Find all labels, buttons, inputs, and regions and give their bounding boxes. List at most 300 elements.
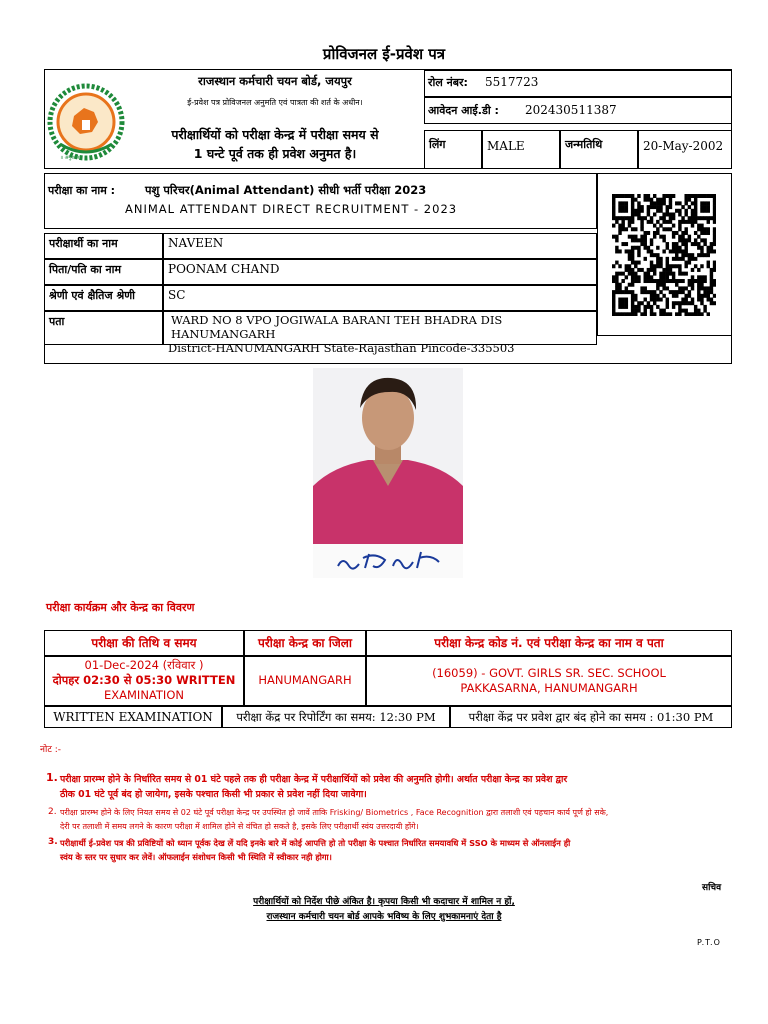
- qr-module: [681, 290, 684, 294]
- qr-module: [634, 235, 637, 239]
- qr-module: [666, 298, 669, 302]
- qr-module: [659, 279, 662, 283]
- qr-module: [644, 272, 647, 276]
- qr-module: [650, 275, 653, 279]
- gate-close-time: परीक्षा केंद्र पर प्रवेश द्वार बंद होने का समय : 01:30 PM: [468, 710, 714, 724]
- qr-module: [675, 242, 678, 246]
- qr-module: [650, 220, 653, 224]
- qr-module: [666, 264, 669, 268]
- qr-module: [631, 305, 634, 309]
- qr-module: [666, 279, 669, 283]
- qr-module: [618, 231, 621, 235]
- qr-module: [666, 301, 669, 305]
- qr-module: [666, 194, 669, 198]
- qr-module: [640, 227, 643, 231]
- qr-module: [631, 312, 634, 316]
- qr-module: [621, 242, 624, 246]
- qr-module: [691, 283, 694, 287]
- qr-module: [697, 312, 700, 316]
- qr-module: [625, 290, 628, 294]
- qr-module: [659, 198, 662, 202]
- qr-module: [644, 238, 647, 242]
- qr-module: [650, 249, 653, 253]
- qr-module: [662, 283, 665, 287]
- qr-module: [653, 312, 656, 316]
- address-label: पता: [49, 315, 65, 328]
- qr-module: [678, 305, 681, 309]
- qr-module: [700, 264, 703, 268]
- qr-module: [691, 268, 694, 272]
- qr-module: [662, 220, 665, 224]
- category-label: श्रेणी एवं क्षैतिज श्रेणी: [49, 289, 136, 302]
- qr-module: [669, 279, 672, 283]
- qr-module: [713, 216, 716, 220]
- qr-module: [621, 279, 624, 283]
- father-name-value-cell: [163, 259, 597, 285]
- qr-module: [713, 268, 716, 272]
- qr-module: [653, 301, 656, 305]
- qr-module: [666, 275, 669, 279]
- qr-module: [678, 268, 681, 272]
- note-2-line-2: देरी पर तलाशी में समय लगने के कारण परीक्षा में शामिल होने से वंचित हो सकते है, इसके लिए परीक्षार्थी स्वंय उत्तरदायी होंगे।: [60, 822, 419, 831]
- qr-module: [618, 286, 621, 290]
- qr-module: [628, 224, 631, 228]
- qr-module: [691, 194, 694, 198]
- qr-module: [678, 227, 681, 231]
- qr-module: [647, 209, 650, 213]
- qr-module: [625, 286, 628, 290]
- qr-module: [656, 201, 659, 205]
- qr-module: [684, 246, 687, 250]
- qr-module: [694, 279, 697, 283]
- qr-module: [656, 220, 659, 224]
- qr-module: [634, 272, 637, 276]
- qr-module: [650, 264, 653, 268]
- qr-module: [675, 264, 678, 268]
- qr-module: [631, 238, 634, 242]
- qr-module: [666, 286, 669, 290]
- qr-module: [713, 194, 716, 198]
- qr-module: [650, 253, 653, 257]
- qr-module: [710, 194, 713, 198]
- qr-module: [647, 194, 650, 198]
- qr-module: [631, 220, 634, 224]
- qr-module: [618, 264, 621, 268]
- qr-module: [713, 283, 716, 287]
- exam-type-cell: [44, 706, 222, 728]
- qr-module: [681, 279, 684, 283]
- qr-module: [653, 205, 656, 209]
- qr-module: [612, 216, 615, 220]
- blank-row: [44, 336, 732, 364]
- qr-module: [637, 238, 640, 242]
- qr-module: [707, 253, 710, 257]
- qr-module: [678, 209, 681, 213]
- qr-module: [628, 290, 631, 294]
- qr-module: [650, 294, 653, 298]
- qr-module: [647, 279, 650, 283]
- exam-date: 01-Dec-2024 (रविवार ): [84, 658, 204, 672]
- qr-module: [707, 220, 710, 224]
- qr-module: [684, 253, 687, 257]
- qr-module: [713, 238, 716, 242]
- dob-value-cell: [638, 130, 732, 169]
- qr-module: [707, 209, 710, 213]
- qr-module: [672, 301, 675, 305]
- qr-module: [678, 257, 681, 261]
- qr-module: [694, 242, 697, 246]
- qr-module: [700, 312, 703, 316]
- qr-module: [628, 194, 631, 198]
- qr-module: [644, 246, 647, 250]
- note-1-line-2: ठीक 01 घंटे पूर्व बंद हो जायेगा, इसके पश्चात किसी भी प्रकार से प्रवेश नहीं दिया जावेगा।: [60, 789, 367, 800]
- qr-module: [678, 246, 681, 250]
- exam-mode: EXAMINATION: [104, 688, 184, 702]
- qr-module: [615, 279, 618, 283]
- qr-module: [644, 305, 647, 309]
- board-name: राजस्थान कर्मचारी चयन बोर्ड, जयपुर: [198, 74, 352, 88]
- qr-module: [612, 305, 615, 309]
- qr-module: [634, 198, 637, 202]
- qr-module: [688, 238, 691, 242]
- qr-module: [688, 294, 691, 298]
- qr-module: [625, 312, 628, 316]
- board-subtitle: ई-प्रवेश पत्र प्रोविजनल अनुमति एवं पात्रता की शर्त के अधीन।: [187, 98, 363, 107]
- col-district-header: [244, 630, 366, 656]
- gender-value: MALE: [487, 139, 525, 153]
- qr-module: [672, 242, 675, 246]
- qr-module: [688, 290, 691, 294]
- qr-module: [697, 275, 700, 279]
- qr-module: [713, 198, 716, 202]
- qr-module: [691, 212, 694, 216]
- qr-module: [684, 272, 687, 276]
- address-line-1: WARD NO 8 VPO JOGIWALA BARANI TEH BHADRA DIS HANUMANGARH: [171, 313, 503, 341]
- qr-module: [691, 224, 694, 228]
- qr-module: [678, 201, 681, 205]
- qr-module: [672, 246, 675, 250]
- col-date-header: [44, 630, 244, 656]
- qr-module: [713, 231, 716, 235]
- qr-module: [625, 201, 628, 205]
- qr-module: [615, 272, 618, 276]
- qr-module: [669, 198, 672, 202]
- qr-module: [710, 249, 713, 253]
- qr-module: [634, 305, 637, 309]
- qr-module: [678, 312, 681, 316]
- dob-label-cell: [560, 130, 638, 169]
- qr-module: [653, 298, 656, 302]
- qr-module: [700, 294, 703, 298]
- dob-value: 20-May-2002: [643, 139, 724, 153]
- qr-module: [700, 194, 703, 198]
- qr-module: [644, 275, 647, 279]
- application-id-box: [424, 97, 732, 124]
- qr-module: [662, 194, 665, 198]
- qr-module: [637, 275, 640, 279]
- qr-module: [694, 264, 697, 268]
- qr-module: [707, 201, 710, 205]
- qr-module: [684, 220, 687, 224]
- qr-module: [707, 231, 710, 235]
- qr-module: [672, 279, 675, 283]
- note-3-line-1: परीक्षार्थी ई-प्रवेश पत्र की प्रविष्टियों को ध्यान पूर्वक देख लें यदि इनके बारे में कोई आपत्ति हो तो परीक्षा के पश्चात निर्धारित समयावधि में SSO के माध्यम से ऑनलाईन ही: [60, 838, 571, 848]
- qr-module: [656, 298, 659, 302]
- qr-module: [625, 305, 628, 309]
- qr-module: [713, 261, 716, 265]
- footer-line-2: राजस्थान कर्मचारी चयन बोर्ड आपके भविष्य के लिए शुभकामनाएं देता है: [266, 912, 502, 922]
- qr-module: [684, 201, 687, 205]
- qr-module: [666, 272, 669, 276]
- qr-module: [625, 268, 628, 272]
- qr-module: [621, 194, 624, 198]
- qr-module: [659, 201, 662, 205]
- qr-module: [691, 216, 694, 220]
- qr-module: [669, 216, 672, 220]
- qr-module: [697, 309, 700, 313]
- qr-module: [710, 298, 713, 302]
- qr-module: [700, 227, 703, 231]
- qr-module: [615, 286, 618, 290]
- qr-module: [634, 294, 637, 298]
- qr-module: [647, 268, 650, 272]
- qr-module: [669, 312, 672, 316]
- qr-module: [675, 201, 678, 205]
- candidate-name-label: परीक्षार्थी का नाम: [49, 237, 118, 250]
- qr-module: [694, 257, 697, 261]
- qr-module: [659, 261, 662, 265]
- qr-module: [615, 275, 618, 279]
- qr-module: [625, 298, 628, 302]
- qr-module: [675, 257, 678, 261]
- qr-module: [659, 290, 662, 294]
- qr-module: [694, 238, 697, 242]
- qr-module: [644, 312, 647, 316]
- qr-module: [666, 227, 669, 231]
- qr-module: [672, 275, 675, 279]
- qr-module: [707, 205, 710, 209]
- qr-module: [675, 279, 678, 283]
- qr-module: [659, 298, 662, 302]
- qr-module: [678, 249, 681, 253]
- qr-module: [700, 205, 703, 209]
- qr-module: [621, 301, 624, 305]
- qr-module: [628, 249, 631, 253]
- qr-module: [700, 253, 703, 257]
- qr-module: [681, 231, 684, 235]
- qr-module: [703, 286, 706, 290]
- qr-module: [700, 209, 703, 213]
- qr-module: [691, 279, 694, 283]
- qr-module: [675, 231, 678, 235]
- qr-module: [631, 301, 634, 305]
- qr-module: [628, 272, 631, 276]
- qr-module: [650, 201, 653, 205]
- qr-module: [672, 294, 675, 298]
- gate-close-time-cell: [450, 706, 732, 728]
- qr-module: [637, 201, 640, 205]
- qr-module: [640, 216, 643, 220]
- qr-module: [675, 312, 678, 316]
- qr-module: [656, 198, 659, 202]
- qr-module: [669, 212, 672, 216]
- qr-module: [691, 209, 694, 213]
- qr-module: [675, 249, 678, 253]
- qr-module: [650, 198, 653, 202]
- qr-module: [662, 268, 665, 272]
- qr-module: [628, 257, 631, 261]
- note-3-number: 3.: [48, 837, 58, 847]
- qr-module: [659, 309, 662, 313]
- qr-module: [631, 268, 634, 272]
- qr-module: [637, 305, 640, 309]
- qr-module: [656, 257, 659, 261]
- qr-module: [703, 216, 706, 220]
- qr-module: [656, 305, 659, 309]
- qr-module: [621, 227, 624, 231]
- qr-module: [672, 305, 675, 309]
- qr-module: [625, 216, 628, 220]
- qr-module: [640, 290, 643, 294]
- exam-name-label: परीक्षा का नाम :: [48, 184, 116, 197]
- qr-module: [713, 227, 716, 231]
- qr-module: [688, 205, 691, 209]
- rssb-logo: [46, 82, 126, 166]
- qr-module: [631, 205, 634, 209]
- schedule-section-title: परीक्षा कार्यक्रम और केन्द्र का विवरण: [46, 601, 195, 614]
- qr-module: [612, 312, 615, 316]
- qr-module: [659, 275, 662, 279]
- qr-module: [640, 242, 643, 246]
- qr-module: [707, 216, 710, 220]
- qr-module: [681, 238, 684, 242]
- qr-module: [647, 305, 650, 309]
- qr-module: [672, 264, 675, 268]
- qr-module: [666, 268, 669, 272]
- qr-module: [688, 194, 691, 198]
- qr-module: [707, 286, 710, 290]
- qr-module: [672, 290, 675, 294]
- gender-label-cell: [424, 130, 482, 169]
- qr-module: [659, 264, 662, 268]
- qr-module: [647, 212, 650, 216]
- qr-module: [697, 224, 700, 228]
- center-name-line-1: (16059) - GOVT. GIRLS SR. SEC. SCHOOL: [432, 666, 666, 680]
- qr-module: [612, 301, 615, 305]
- district-cell: [244, 656, 366, 706]
- qr-module: [666, 261, 669, 265]
- qr-module: [700, 286, 703, 290]
- qr-module: [644, 216, 647, 220]
- qr-module: [675, 209, 678, 213]
- qr-module: [666, 246, 669, 250]
- qr-module: [618, 201, 621, 205]
- qr-module: [631, 216, 634, 220]
- qr-module: [713, 220, 716, 224]
- qr-module: [662, 238, 665, 242]
- qr-module: [713, 235, 716, 239]
- qr-module: [703, 205, 706, 209]
- qr-module: [713, 212, 716, 216]
- qr-module: [647, 231, 650, 235]
- note-2-line-1: परीक्षा प्रारम्भ होने के लिए नियत समय से 02 घंटे पूर्व परीक्षा केन्द्र पर उपस्थित हो जावें ताकि Frisking/ Biometrics , Face Recognition द्वारा तलाशी एवं पहचान कार्य पूर्ण हो सके,: [60, 808, 609, 817]
- qr-module: [707, 264, 710, 268]
- qr-module: [691, 312, 694, 316]
- qr-module: [691, 275, 694, 279]
- qr-module: [650, 205, 653, 209]
- qr-module: [656, 231, 659, 235]
- qr-module: [707, 249, 710, 253]
- qr-module: [647, 272, 650, 276]
- qr-module: [612, 275, 615, 279]
- qr-module: [666, 205, 669, 209]
- qr-module: [644, 242, 647, 246]
- qr-module: [684, 261, 687, 265]
- qr-module: [703, 194, 706, 198]
- qr-module: [678, 264, 681, 268]
- qr-module: [640, 238, 643, 242]
- qr-module: [647, 198, 650, 202]
- gender-label: लिंग: [429, 138, 446, 151]
- qr-module: [647, 249, 650, 253]
- qr-module: [681, 301, 684, 305]
- qr-module: [672, 272, 675, 276]
- qr-module: [625, 301, 628, 305]
- qr-module: [684, 294, 687, 298]
- qr-module: [615, 283, 618, 287]
- qr-module: [678, 212, 681, 216]
- qr-module: [688, 279, 691, 283]
- qr-module: [615, 235, 618, 239]
- qr-module: [684, 231, 687, 235]
- qr-module: [612, 209, 615, 213]
- qr-module: [700, 246, 703, 250]
- qr-module: [656, 286, 659, 290]
- qr-module: [672, 249, 675, 253]
- qr-module: [662, 272, 665, 276]
- qr-module: [662, 198, 665, 202]
- qr-module: [637, 249, 640, 253]
- qr-module: [621, 224, 624, 228]
- qr-module: [710, 272, 713, 276]
- qr-module: [666, 212, 669, 216]
- qr-module: [631, 279, 634, 283]
- qr-module: [653, 264, 656, 268]
- qr-module: [631, 227, 634, 231]
- reporting-time: परीक्षा केंद्र पर रिपोर्टिंग का समय: 12:30 PM: [236, 710, 436, 724]
- candidate-name-label-cell: [44, 233, 163, 259]
- candidate-photo: [313, 368, 463, 544]
- qr-module: [703, 294, 706, 298]
- qr-module: [637, 309, 640, 313]
- qr-module: [637, 279, 640, 283]
- qr-module: [697, 242, 700, 246]
- qr-module: [653, 290, 656, 294]
- qr-module: [707, 290, 710, 294]
- qr-module: [681, 253, 684, 257]
- qr-module: [700, 283, 703, 287]
- qr-module: [672, 257, 675, 261]
- qr-module: [637, 216, 640, 220]
- qr-module: [653, 253, 656, 257]
- qr-module: [684, 264, 687, 268]
- qr-module: [669, 205, 672, 209]
- exam-type: WRITTEN EXAMINATION: [53, 710, 213, 724]
- qr-module: [653, 224, 656, 228]
- qr-module: [707, 227, 710, 231]
- qr-module: [713, 264, 716, 268]
- qr-module: [644, 298, 647, 302]
